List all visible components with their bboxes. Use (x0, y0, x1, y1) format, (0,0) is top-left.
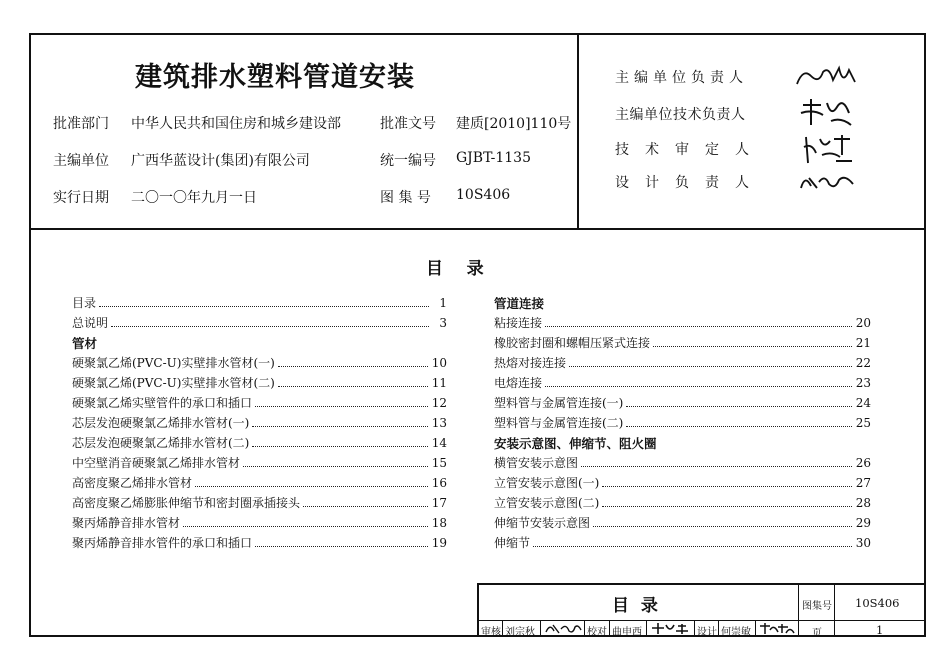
title-block-title: 目 录 (612, 596, 658, 616)
toc-leader-dots (243, 466, 428, 467)
toc-leader-dots (252, 426, 427, 427)
toc-entry-page: 14 (431, 436, 447, 450)
design-name: 何崇敏 (721, 627, 751, 638)
tb-row-sep-e (646, 620, 647, 637)
toc-leader-dots (111, 326, 429, 327)
title-block-left (477, 583, 479, 637)
toc-leader-dots (303, 506, 428, 507)
toc-entry[interactable] (494, 394, 871, 412)
signature-unit-tech-head (797, 97, 855, 129)
toc-entry-page: 28 (855, 496, 871, 510)
toc-entry-title: 橡胶密封圈和螺帽压紧式连接 (494, 336, 651, 350)
review-signature (544, 621, 582, 636)
toc-entry[interactable] (72, 494, 447, 512)
toc-entry-title: 芯层发泡硬聚氯乙烯排水管材(一) (72, 416, 250, 430)
toc-entry-page: 21 (855, 336, 871, 350)
toc-entry-title: 芯层发泡硬聚氯乙烯排水管材(二) (72, 436, 250, 450)
toc-leader-dots (533, 546, 852, 547)
atlas-title: 建筑排水塑料管道安装 (135, 62, 415, 93)
unit-head-label: 主编单位负责人 (615, 70, 748, 86)
toc-leader-dots (252, 446, 427, 447)
toc-left-column (72, 294, 447, 554)
proof-signature (650, 621, 692, 636)
tb-row-sep-f (694, 620, 695, 637)
toc-entry[interactable] (72, 534, 447, 552)
toc-entry[interactable] (72, 394, 447, 412)
editor-unit-value: 广西华蓝设计(集团)有限公司 (131, 153, 310, 169)
tb-row-sep-c (584, 620, 585, 637)
toc-entry[interactable] (494, 454, 871, 472)
toc-leader-dots (255, 546, 428, 547)
toc-leader-dots (278, 366, 428, 367)
signature-unit-head (793, 62, 861, 92)
toc-entry-page: 18 (431, 516, 447, 530)
toc-entry-title: 目录 (72, 296, 97, 310)
toc-leader-dots (653, 346, 852, 347)
toc-leader-dots (183, 526, 428, 527)
approval-dept-value: 中华人民共和国住房和城乡建设部 (131, 116, 341, 132)
toc-entry-title: 聚丙烯静音排水管材 (72, 516, 181, 530)
toc-entry-page: 20 (855, 316, 871, 330)
toc-entry-page: 27 (855, 476, 871, 490)
tech-reviewer-label: 技术审定人 (615, 142, 765, 158)
toc-entry[interactable] (72, 314, 447, 332)
toc-leader-dots (195, 486, 428, 487)
title-block-page-value: 1 (876, 623, 884, 637)
toc-entry[interactable] (72, 354, 447, 372)
title-block-atlas-value: 10S406 (855, 596, 900, 610)
toc-entry-page: 23 (855, 376, 871, 390)
toc-entry-page: 13 (431, 416, 447, 430)
title-block-sep-2 (834, 583, 835, 637)
toc-section-heading: 安装示意图、伸缩节、阻火圈 (494, 436, 657, 451)
toc-entry-title: 硬聚氯乙烯(PVC-U)实壁排水管材(一) (72, 356, 275, 370)
toc-entry-title: 横管安装示意图 (494, 456, 579, 470)
proof-label: 校对 (587, 627, 607, 638)
toc-entry-title: 立管安装示意图(二) (494, 496, 600, 510)
toc-entry[interactable] (494, 314, 871, 332)
toc-entry[interactable] (494, 334, 871, 352)
toc-entry-page: 16 (431, 476, 447, 490)
toc-entry-title: 立管安装示意图(一) (494, 476, 600, 490)
toc-leader-dots (602, 486, 851, 487)
toc-entry-page: 26 (855, 456, 871, 470)
toc-entry-page: 10 (431, 356, 447, 370)
toc-leader-dots (593, 526, 852, 527)
toc-entry[interactable] (494, 514, 871, 532)
toc-leader-dots (278, 386, 428, 387)
title-block-page-label: 页 (812, 628, 822, 639)
design-signature (758, 621, 796, 636)
toc-entry-page: 1 (439, 296, 447, 310)
toc-entry[interactable] (494, 474, 871, 492)
toc-entry-page: 15 (431, 456, 447, 470)
toc-leader-dots (626, 406, 851, 407)
toc-entry[interactable] (494, 534, 871, 552)
toc-entry[interactable] (72, 454, 447, 472)
unit-tech-head-label: 主编单位技术负责人 (615, 107, 746, 123)
effective-date-value: 二〇一〇年九月一日 (131, 190, 257, 206)
tb-row-sep-a (502, 620, 503, 637)
title-block-sep-1 (798, 583, 799, 637)
toc-entry[interactable] (72, 414, 447, 432)
toc-section-heading: 管材 (72, 336, 98, 351)
toc-entry-title: 高密度聚乙烯排水管材 (72, 476, 193, 490)
toc-entry[interactable] (494, 494, 871, 512)
toc-entry[interactable] (72, 374, 447, 392)
tb-row-sep-g (718, 620, 719, 637)
toc-leader-dots (99, 306, 429, 307)
atlas-no-label: 图 集 号 (380, 190, 431, 206)
toc-leader-dots (626, 426, 851, 427)
approval-doc-label: 批准文号 (380, 116, 436, 132)
tb-row-sep-b (540, 620, 541, 637)
toc-leader-dots (545, 326, 852, 327)
toc-entry-page: 25 (855, 416, 871, 430)
toc-leader-dots (255, 406, 428, 407)
toc-entry-page: 17 (431, 496, 447, 510)
toc-entry[interactable] (494, 414, 871, 432)
review-name: 刘宗秋 (505, 627, 535, 638)
toc-entry[interactable] (72, 514, 447, 532)
toc-entry-page: 30 (855, 536, 871, 550)
toc-entry-page: 29 (855, 516, 871, 530)
unified-no-value: GJBT-1135 (456, 150, 531, 166)
toc-entry-title: 中空壁消音硬聚氯乙烯排水管材 (72, 456, 241, 470)
toc-entry-title: 硬聚氯乙烯(PVC-U)实壁排水管材(二) (72, 376, 275, 390)
title-block-top (477, 583, 926, 585)
tb-row-sep-h (755, 620, 756, 637)
editor-unit-label: 主编单位 (53, 153, 109, 169)
tb-row-sep-d (609, 620, 610, 637)
toc-entry-title: 聚丙烯静音排水管件的承口和插口 (72, 536, 253, 550)
review-label: 审核 (481, 627, 501, 638)
toc-entry[interactable] (72, 474, 447, 492)
signature-tech-reviewer (800, 133, 856, 167)
effective-date-label: 实行日期 (53, 190, 109, 206)
toc-entry-page: 24 (855, 396, 871, 410)
header-divider (29, 228, 926, 230)
toc-section-heading: 管道连接 (494, 296, 545, 311)
toc-entry-title: 伸缩节安装示意图 (494, 516, 591, 530)
toc-entry-title: 高密度聚乙烯膨胀伸缩节和密封圈承插接头 (72, 496, 301, 510)
design-head-label: 设计负责人 (615, 175, 765, 191)
toc-entry[interactable] (494, 354, 871, 372)
toc-entry[interactable] (72, 434, 447, 452)
header-vertical-divider (577, 33, 579, 229)
toc-entry-page: 22 (855, 356, 871, 370)
toc-leader-dots (581, 466, 852, 467)
proof-name: 曲申西 (612, 627, 642, 638)
design-label: 设计 (697, 627, 717, 638)
toc-entry-page: 12 (431, 396, 447, 410)
title-block-atlas-label: 图集号 (802, 601, 832, 612)
toc-leader-dots (602, 506, 851, 507)
toc-entry-title: 粘接连接 (494, 316, 543, 330)
toc-entry-title: 硬聚氯乙烯实壁管件的承口和插口 (72, 396, 253, 410)
signature-design-head (797, 170, 857, 194)
unified-no-label: 统一编号 (380, 153, 436, 169)
approval-doc-value: 建质[2010]110号 (456, 116, 572, 132)
toc-entry-title: 伸缩节 (494, 536, 531, 550)
toc-entry-page: 19 (431, 536, 447, 550)
toc-entry[interactable] (72, 294, 447, 312)
approval-dept-label: 批准部门 (53, 116, 109, 132)
toc-entry-title: 塑料管与金属管连接(一) (494, 396, 624, 410)
toc-entry-page: 3 (439, 316, 447, 330)
toc-entry-title: 电熔连接 (494, 376, 543, 390)
toc-leader-dots (569, 366, 852, 367)
toc-entry[interactable] (494, 374, 871, 392)
toc-entry-title: 总说明 (72, 316, 109, 330)
atlas-no-value: 10S406 (456, 187, 511, 203)
toc-leader-dots (545, 386, 852, 387)
toc-entry-title: 塑料管与金属管连接(二) (494, 416, 624, 430)
toc-right-column (494, 294, 871, 554)
toc-entry-title: 热熔对接连接 (494, 356, 567, 370)
toc-heading: 目 录 (426, 259, 484, 279)
toc-entry-page: 11 (431, 376, 447, 390)
